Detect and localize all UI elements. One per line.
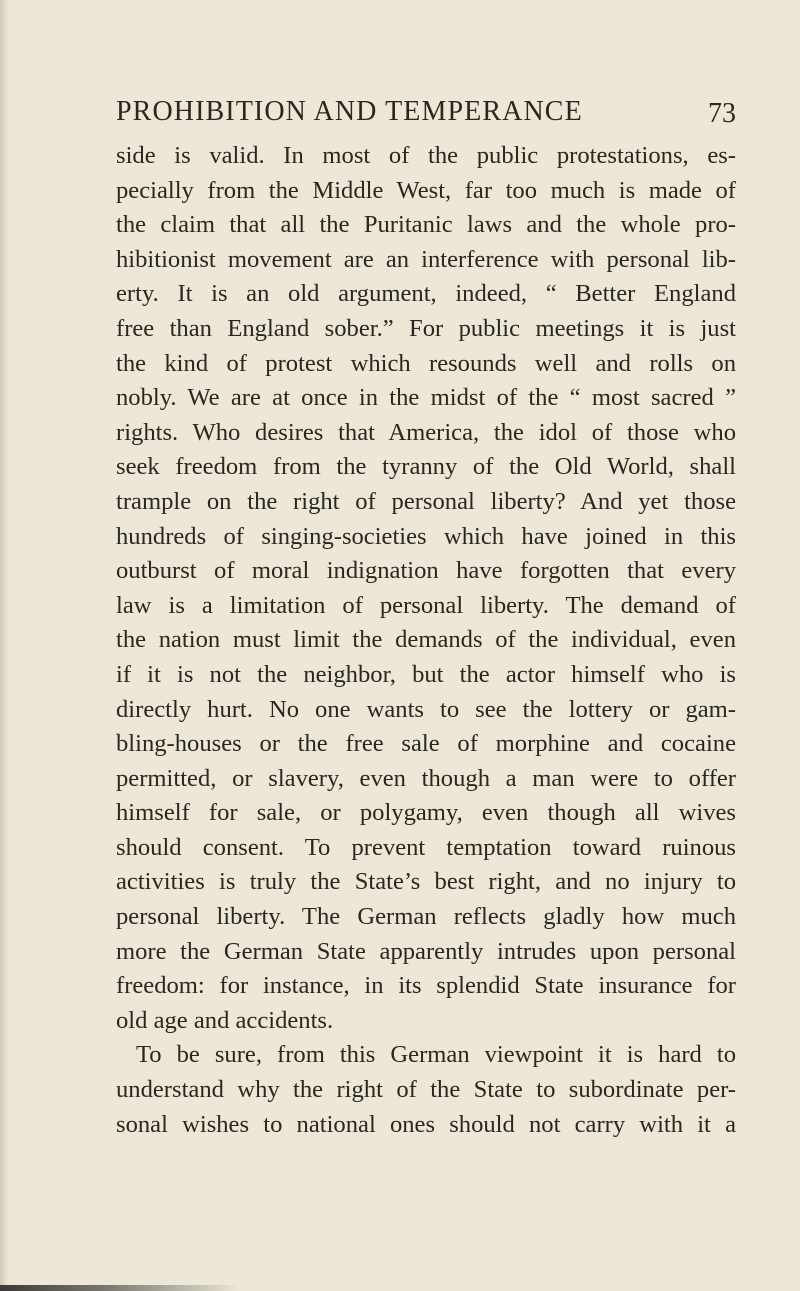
running-head-title: PROHIBITION AND TEMPERANCE xyxy=(116,96,583,127)
text-line: directly hurt. No one wants to see the lottery or gam- xyxy=(116,695,736,723)
text-line: hundreds of singing-societies which have joined in this xyxy=(116,522,736,550)
text-line: nobly. We are at once in the midst of the “ most sacred ” xyxy=(116,384,736,412)
running-head xyxy=(116,92,736,132)
text-line: understand why the right of the State to subordinate per- xyxy=(116,1076,736,1104)
text-line: free than England sober.” For public meetings it is just xyxy=(116,314,736,342)
text-line: permitted, or slavery, even though a man were to offer xyxy=(116,764,736,792)
text-line: personal liberty. The German reflects gladly how much xyxy=(116,903,736,931)
text-line: law is a limitation of personal liberty. The demand of xyxy=(116,591,736,619)
page-number: 73 xyxy=(708,98,736,129)
text-line: if it is not the neighbor, but the actor himself who is xyxy=(116,660,736,688)
paragraph-last-line: old age and accidents. xyxy=(116,1006,334,1034)
text-line: bling-houses or the free sale of morphine and cocaine xyxy=(116,730,736,758)
text-line: the nation must limit the demands of the individual, even xyxy=(116,626,736,654)
text-line: more the German State apparently intrudes upon personal xyxy=(116,937,736,965)
text-line: erty. It is an old argument, indeed, “ Better England xyxy=(116,280,736,308)
page-bottom-shadow xyxy=(0,1285,240,1291)
text-line: outburst of moral indignation have forgotten that every xyxy=(116,557,736,585)
text-line: trample on the right of personal liberty? And yet those xyxy=(116,487,736,515)
text-line: sonal wishes to national ones should not carry with it a xyxy=(116,1110,736,1138)
text-line: rights. Who desires that America, the idol of those who xyxy=(116,418,736,446)
paragraph-first-line: To be sure, from this German viewpoint it is hard to xyxy=(136,1041,736,1069)
text-line: seek freedom from the tyranny of the Old World, shall xyxy=(116,453,736,481)
text-line: the kind of protest which resounds well and rolls on xyxy=(116,349,736,377)
text-line: freedom: for instance, in its splendid State insurance for xyxy=(116,972,736,1000)
page-binding-edge xyxy=(0,0,9,1291)
text-line: activities is truly the State’s best right, and no injury to xyxy=(116,868,736,896)
text-line: himself for sale, or polygamy, even though all wives xyxy=(116,799,736,827)
body-text xyxy=(116,139,736,1142)
text-line: side is valid. In most of the public protestations, es- xyxy=(116,142,736,169)
text-line: the claim that all the Puritanic laws and the whole pro- xyxy=(116,211,736,239)
text-line: pecially from the Middle West, far too much is made of xyxy=(116,176,736,204)
text-line: hibitionist movement are an interference with personal lib- xyxy=(116,245,736,273)
text-line: should consent. To prevent temptation toward ruinous xyxy=(116,833,736,861)
